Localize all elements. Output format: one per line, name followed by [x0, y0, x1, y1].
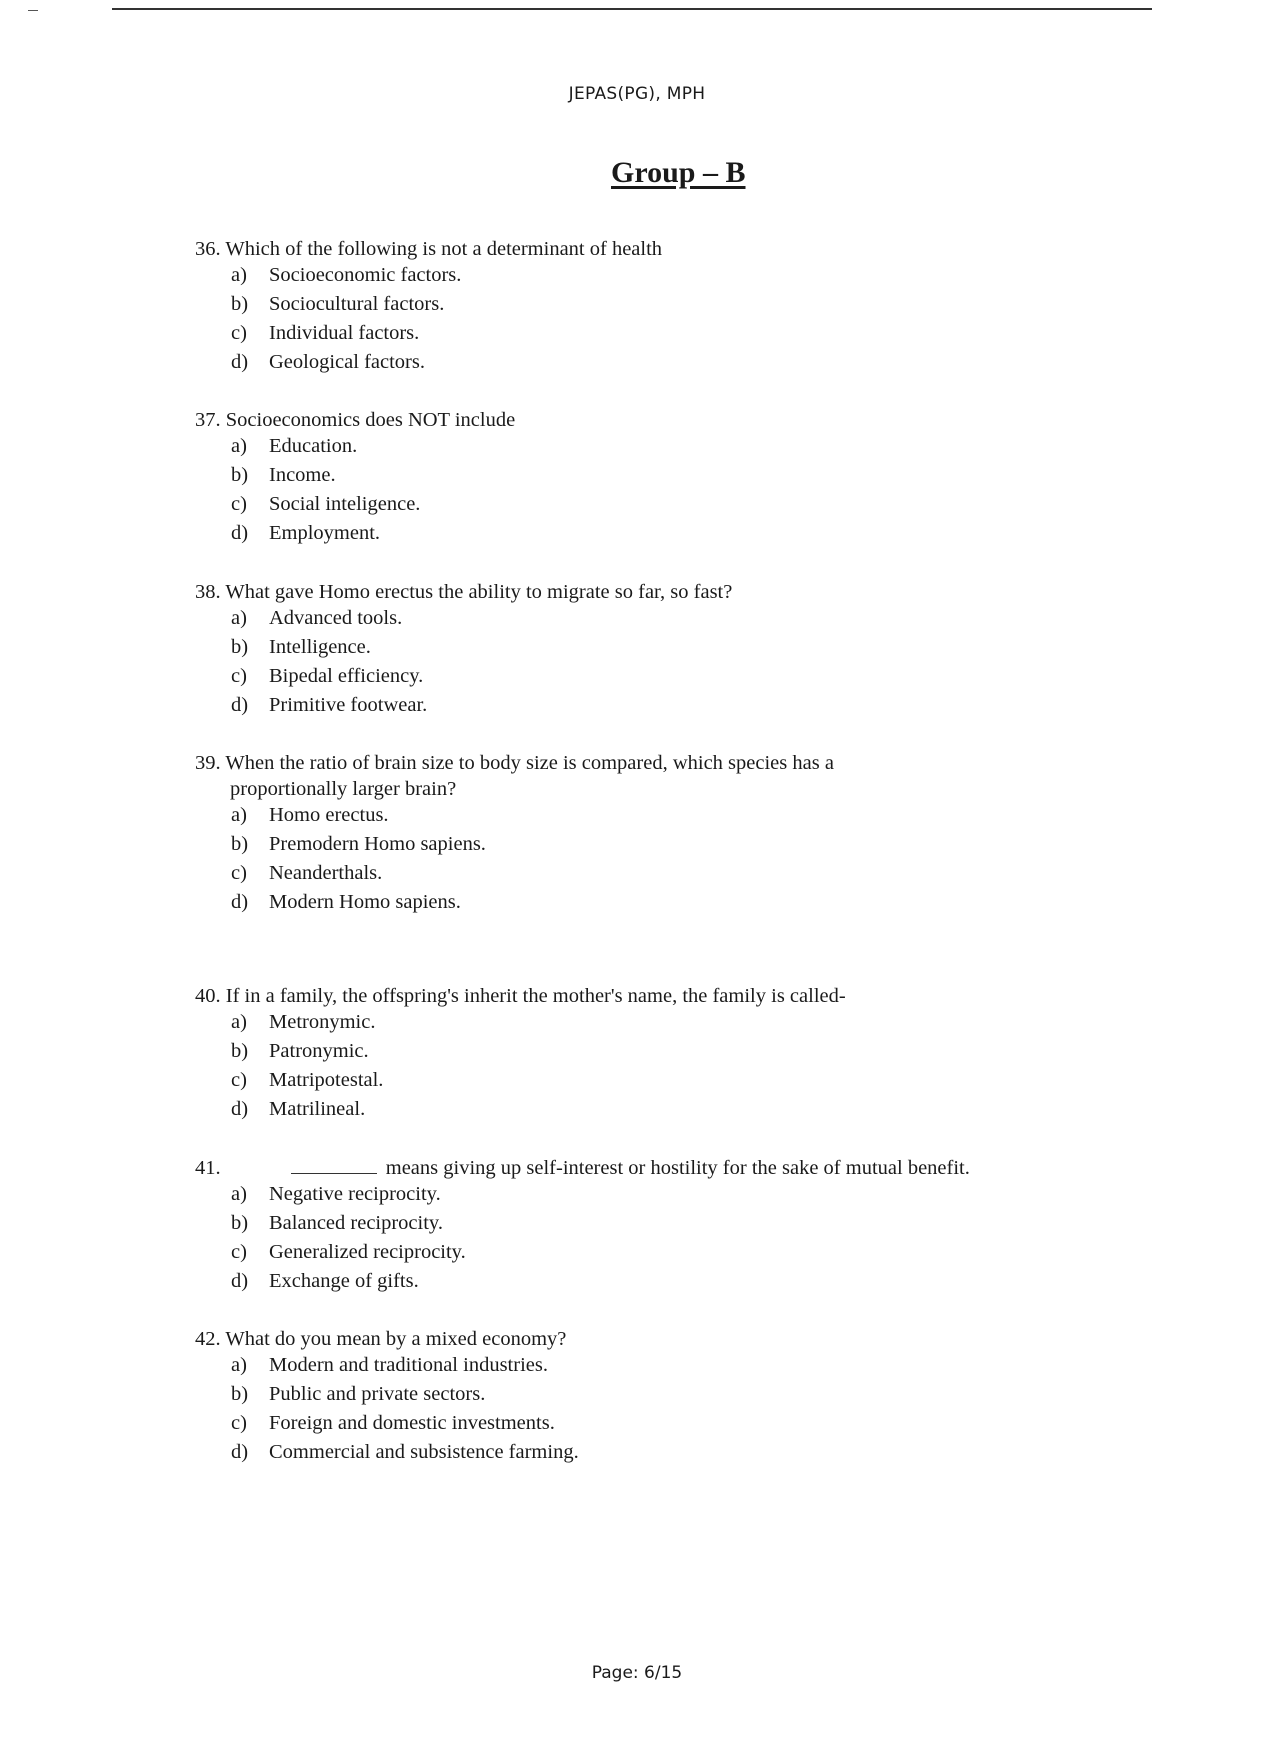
top-rule — [112, 8, 1152, 10]
option-a: a) Advanced tools. — [231, 607, 403, 629]
question-38 — [195, 579, 732, 721]
question-stem: 36. Which of the following is not a determinant of health — [195, 238, 663, 260]
option-a: a) Modern and traditional industries. — [231, 1354, 548, 1376]
question-stem: 40. If in a family, the offspring's inherit the mother's name, the family is called- — [195, 985, 846, 1007]
option-a: a) Socioeconomic factors. — [231, 264, 462, 286]
option-d: d) Modern Homo sapiens. — [231, 891, 461, 913]
option-d: d) Commercial and subsistence farming. — [231, 1441, 579, 1463]
option-b: b) Intelligence. — [231, 636, 371, 658]
option-b: b) Income. — [231, 464, 336, 486]
question-41 — [195, 1155, 970, 1297]
option-c: c) Individual factors. — [231, 322, 420, 344]
scan-corner-mark — [28, 10, 38, 11]
option-d: d) Matrilineal. — [231, 1098, 366, 1120]
option-d: d) Exchange of gifts. — [231, 1270, 419, 1292]
question-40 — [195, 983, 846, 1125]
question-stem-continued: proportionally larger brain? — [230, 778, 457, 800]
option-b: b) Patronymic. — [231, 1040, 369, 1062]
question-stem: 42. What do you mean by a mixed economy? — [195, 1328, 567, 1350]
option-b: b) Public and private sectors. — [231, 1383, 486, 1405]
option-b: b) Balanced reciprocity. — [231, 1212, 443, 1234]
question-stem: 41. means giving up self-interest or hostility for the sake of mutual benefit. — [195, 1157, 970, 1179]
option-c: c) Matripotestal. — [231, 1069, 384, 1091]
question-stem: 38. What gave Homo erectus the ability to migrate so far, so fast? — [195, 581, 733, 603]
option-c: c) Social inteligence. — [231, 493, 421, 515]
question-42 — [195, 1326, 579, 1468]
question-36 — [195, 236, 662, 378]
exam-header: JEPAS(PG), MPH — [568, 84, 706, 104]
section-title: Group – B — [611, 156, 746, 189]
page-number: Page: 6/15 — [591, 1663, 683, 1683]
option-c: c) Neanderthals. — [231, 862, 383, 884]
question-stem: 39. When the ratio of brain size to body size is compared, which species has a — [195, 752, 834, 774]
option-d: d) Primitive footwear. — [231, 694, 428, 716]
option-c: c) Bipedal efficiency. — [231, 665, 424, 687]
option-b: b) Premodern Homo sapiens. — [231, 833, 486, 855]
option-a: a) Education. — [231, 435, 358, 457]
option-d: d) Employment. — [231, 522, 381, 544]
option-c: c) Foreign and domestic investments. — [231, 1412, 555, 1434]
question-39 — [195, 750, 834, 918]
option-a: a) Homo erectus. — [231, 804, 389, 826]
option-c: c) Generalized reciprocity. — [231, 1241, 466, 1263]
option-b: b) Sociocultural factors. — [231, 293, 445, 315]
option-a: a) Metronymic. — [231, 1011, 376, 1033]
question-stem: 37. Socioeconomics does NOT include — [195, 409, 516, 431]
question-37 — [195, 407, 515, 549]
option-d: d) Geological factors. — [231, 351, 425, 373]
fill-in-blank — [291, 1159, 377, 1174]
option-a: a) Negative reciprocity. — [231, 1183, 441, 1205]
